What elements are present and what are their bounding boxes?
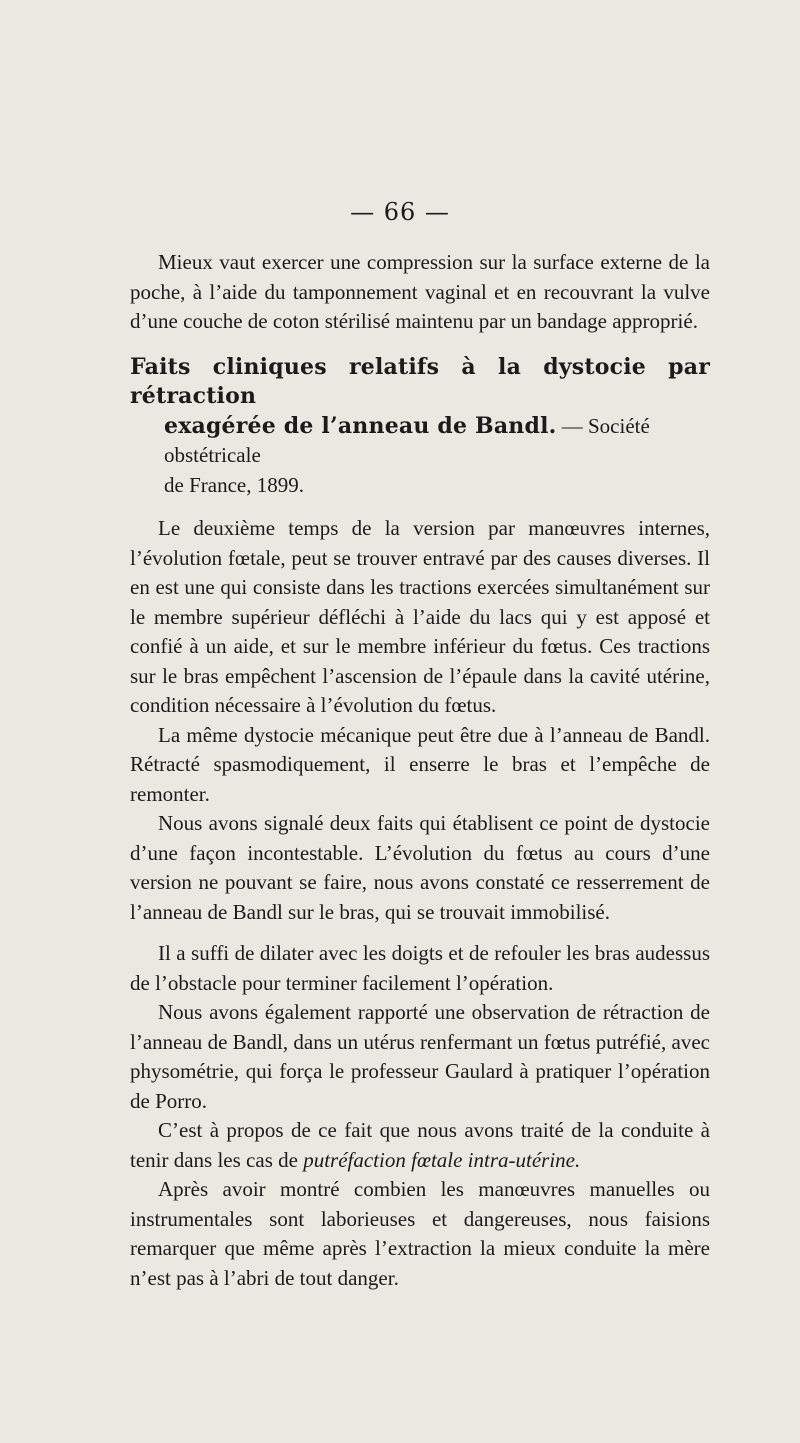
heading-title-bold-part: exagérée de l’anneau de Bandl.	[164, 412, 557, 439]
heading-title-line-1: Faits cliniques relatifs à la dystocie par rétraction	[130, 353, 710, 409]
paragraph-faits: Nous avons signalé deux faits qui établisent ce point de dystocie d’une façon incontestable. L’évolution du fœtus au cours d’une version ne pouvant se faire, nous avons constaté ce resserrement de l’anneau de Bandl sur le bras, qui se trouvait immobilisé.	[130, 811, 710, 924]
paragraph-dystocie: La même dystocie mécanique peut être due à l’anneau de Bandl. Rétracté spasmodiquement, il enserre le bras et l’empêche de remonter.	[130, 722, 710, 806]
paragraph-danger: Après avoir montré combien les manœuvres manuelles ou instrumentales sont laborieuses et dangereuses, nous faisions remarquer que même après l’extraction la mieux conduite la mère n’est pas à l’abri de tout danger.	[130, 1177, 710, 1290]
paragraph-conduite	[130, 1116, 710, 1175]
body-text	[130, 248, 710, 1293]
heading-source: — Société obstétricale	[164, 413, 650, 467]
paragraph-compression: Mieux vaut exercer une compression sur la surface externe de la poche, à l’aide du tamponnement vaginal et en recouvrant la vulve d’une couche de coton stérilisé maintenu par un bandage approprié.	[130, 250, 710, 333]
heading-source-line: de France, 1899.	[164, 472, 304, 497]
heading-title-line-2	[130, 412, 710, 471]
page-number: — 66 —	[350, 198, 450, 226]
paragraph-dilater: Il a suffi de dilater avec les doigts et de refouler les bras audessus de l’obstacle pour terminer facilement l’opération.	[130, 941, 710, 995]
section-heading	[130, 353, 710, 501]
conduite-italic: putréfaction fœtale intra-utérine.	[303, 1147, 581, 1172]
conduite-text: C’est à propos de ce fait que nous avons traité de la conduite à tenir dans les cas de	[130, 1118, 710, 1172]
paragraph-version: Le deuxième temps de la version par manœuvres internes, l’évolution fœtale, peut se trouver entravé par des causes diverses. Il en est une qui consiste dans les tractions exercées simultanément sur le membre supérieur défléchi à l’aide du lacs qui y est apposé et confié à un aide, et sur le membre inférieur du fœtus. Ces tractions sur le bras empêchent l’ascension de l’épaule dans la cavité utérine, condition nécessaire à l’évolution du fœtus.	[130, 516, 710, 717]
paragraph-observation: Nous avons également rapporté une observation de rétraction de l’anneau de Bandl, dans un utérus renfermant un fœtus putréfié, avec physométrie, qui força le professeur Gaulard à pratiquer l’opération de Porro.	[130, 1000, 710, 1113]
